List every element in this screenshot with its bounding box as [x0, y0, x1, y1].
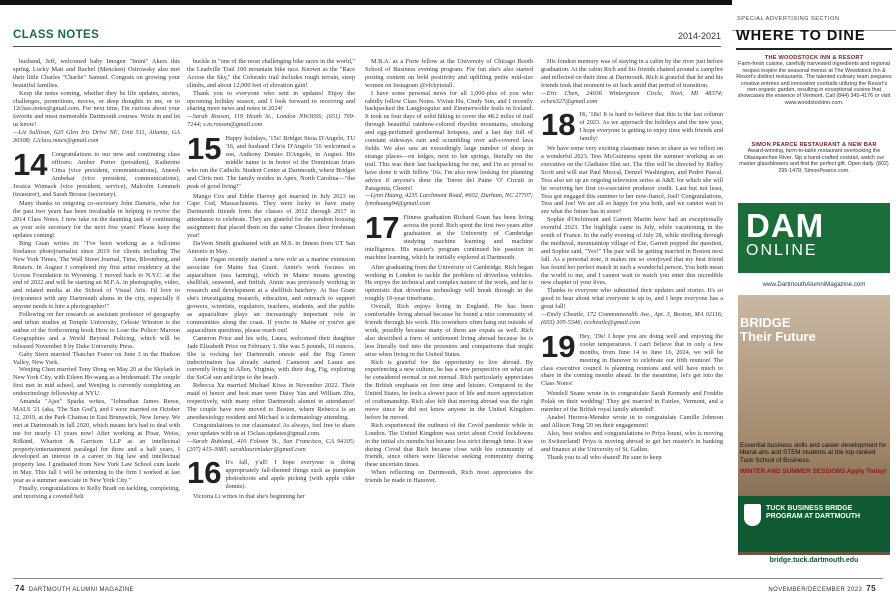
- note-text: Congratulations to our new and continuing class officers: Amber Porter (president), Katherine Cima (vice president, communications), Aneesh Ambekar (vice president, communications), Jessica Womack (vice president, service), Malcolm Lemmeh (treasurer), and Sarah Brouse (secretary).: [13, 150, 180, 198]
- woodstock-ad-name: THE WOODSTOCK INN & RESORT: [764, 55, 864, 61]
- note-paragraph: Wenjing Chen married Tony Dong on May 20 at the Skylark in New York City, with Eileen Ho-wang as a bridesmaid. The couple first met in mid school, and Wenjing is currently completing an endocrinology fellowship at NYU.: [13, 366, 180, 398]
- simon-pearce-ad-name: SIMON PEARCE RESTAURANT & NEW BAR: [751, 142, 877, 148]
- class-year-number: 19: [541, 332, 576, 364]
- ad-section-label: SPECIAL ADVERTISING SECTION: [737, 16, 840, 22]
- note-paragraph: Rebecca Xu married Michael Kiwa in November 2022. Their maid of honor and best man were Daisy Yan and William Zhu, respectively, with many other Dartmouth alumni in attendance! The couple have now moved to Boston, where Rebecca is an anesthesiology resident and Michael is a dermatology attending.: [187, 382, 355, 421]
- woodstock-ad-text: Farm-fresh cuisine, carefully harvested ingredients and regional recipes inspire the seasonal menus at The Woodstock Inn & Resort's distinct restaurants. The talented culinary team prepares creative entrées and innovative cocktails utilizing the Resort's own organic garden, resulting in exceptional cuisine that showcases the essence of Vermont. Call (844) 345-4176 or visit www.woodstockinn.com.: [736, 61, 892, 106]
- note-paragraph: Keep the notes coming, whether they be life updates, stories, challenges, promotions, moves, or deep thoughts to me, or to 12class.notes@gmail.com. For next time, I'm curious about your favorite and most memorable Dartmouth courses. Write in and let us know!: [13, 89, 180, 129]
- note-text: Fitness graduation Richard Guan has been living across the pond. Rich spent the first two years after graduation at the University of Cambridge studying machine learning and machine intelligence. His master's program continued his passion in machine learning, which he initially explored at Dartmouth.: [365, 214, 533, 261]
- dam-online-ad: [738, 203, 890, 273]
- secretary-signature: —Sarah Rubland, 410 Folsom St., San Francisco, CA 94105; (207) 415-3085; sarahlaurenlaker@gmail.com: [187, 437, 355, 453]
- class-year-note: [541, 333, 723, 388]
- note-text: Hi, '18s! It is hard to believe that this is the last column of 2023. As we approach the holidays and the new year, I hope everyone is getting to enjoy time with friends and family!: [579, 111, 723, 143]
- tuck-program-name: TUCK BUSINESS BRIDGE PROGRAM AT DARTMOUTH: [766, 505, 861, 521]
- note-paragraph: Anabel Herrera-Mendez wrote in to congratulate Camille Johnson and Allison Tong '20 on their engagement!: [541, 413, 723, 429]
- note-paragraph: Thanks to everyone who submitted their updates and stories. It's so good to hear about what everyone is up to, and I hope everyone has a great fall!: [541, 287, 723, 311]
- tuck-headline: BRIDGE Their Future: [740, 315, 816, 344]
- class-year-note: [187, 459, 355, 491]
- note-paragraph: Congratulations to our classmates! As always, feel free to share your updates with us at 15class.updates@gmail.com.: [187, 421, 355, 437]
- note-paragraph: buckle in "one of the most challenging bike races in the world," the Leadville Trail 100 mountain bike race. Known as the "Race Across the Sky," the Colorado trail includes rough terrain, steep climbs, and about 12,000 feet of elevation gain!: [187, 58, 355, 89]
- note-paragraph: Cameron Price and his wife, Laura, welcomed their daughter Jade Elizabeth Price on February 1. She was 5 pounds, 10 ounces. She is rocking her Dartmouth onesie and the Big Green indoctrination has already started. Cameron and Laura are currently living in Allen, Virginia, with their dog, Fig, exploring the SoCal sun and trips to the beach.: [187, 334, 355, 382]
- tuck-logo-block: [738, 496, 890, 552]
- column-4: [541, 58, 723, 568]
- year-range: 2014-2021: [677, 31, 721, 41]
- dine-rule: [736, 48, 892, 50]
- dam-online-label: ONLINE: [746, 242, 818, 259]
- class-year-note: [13, 151, 180, 198]
- woodstock-ad: [736, 55, 892, 106]
- class-year-note: [541, 111, 723, 143]
- note-paragraph: husband, Jeff, welcomed baby Imogen "Imini" Akers this spring. Lucky Matt and Rachel (Mencken) Ostrowsky also met their little Charles "Charlie" Samuel. Congrats on growing your beautiful families.: [13, 58, 180, 89]
- dine-title: WHERE TO DINE: [736, 28, 866, 44]
- note-paragraph: Thank you to all who shared! Be sure to keep: [547, 453, 662, 461]
- note-paragraph: Rich experienced the outburst of the Covid pandemic while in London. The United Kingdom was strict about Covid lockdowns in the initial six months but became less strict through time. It was during Covid that Rich became close with his community of friends, since others were likewise seeking community during these uncertain times.: [365, 421, 533, 469]
- note-paragraph: I have some personal news for all 1,000-plus of you who rabidly follow Class Notes. Vivian Hu, Cindy Sun, and I recently backpacked the Langjoeguiur and Zimmerwohle trails in Iceland. It took us four days of solid hiking to cover the 48.2 miles of trail through beautiful rainbow-colored rhyolite mountains, smoking and egg-perfumed geothermal hotspots, and a last day full of constant sideways rain and scrambling over ash-covered lava fields. We also saw an exceedingly large number of sheep in strange places—on ledges, next to hot springs, literally on the trail. This was their last backpacking for me, and I'm so proud to have done it with fellow '16s. I'm also now looking for planning advice if anyone's done the Torres del Paine 'O' Circuit in Patagonia, Cheers!: [365, 89, 533, 192]
- class-year-number: 15: [187, 135, 222, 167]
- secretary-signature: —Sarah Rosson, 119 Heath St., London NW36SS; (651) 769-7244; s.m.rosson@gmail.com: [187, 113, 355, 129]
- folio-left: [13, 584, 134, 593]
- note-paragraph: Many thanks to outgoing co-secretary John Damiris, who for the past two years has been invaluable in helping to revive the 2014 Class Notes. I now take on the daunting task of continuing as your sole secretary for the next five years! Please keep the updates coming!: [13, 200, 180, 240]
- dam-url-link[interactable]: www.DartmouthAlumniMagazine.com: [762, 281, 866, 288]
- page-number-left: 74: [15, 584, 25, 593]
- class-year-number: 18: [541, 111, 576, 143]
- simon-pearce-ad: [736, 142, 892, 174]
- note-paragraph: Following on her research as assistant professor of geography and urban studies at Temple University, Celeste Winston is the author of the forthcoming book How to Lose the Police: Maroon Geographies and a World Beyond Policing, which will be released November 8 by Duke University Press.: [13, 311, 180, 350]
- note-paragraph: Thank you to everyone who sent in updates! Enjoy the upcoming holiday season, and I look forward to receiving and sharing more news and notes in 2024!: [187, 89, 355, 113]
- class-year-number: 16: [187, 459, 222, 491]
- note-paragraph: Finally, congratulations to Kelly Bradt on tackling, completing, and receiving a coveted belt: [13, 485, 180, 500]
- secretary-signature: —Eric Chen, 24036 Wintergreen Circle, Novi, MI 48374; echen327@gmail.com: [541, 89, 723, 105]
- sidebar-ad: [732, 0, 896, 600]
- note-paragraph: We have some very exciting classmate news to share as we reflect on a wonderful 2023. Tess McGuinness spent the summer working as an executive on the Gladiator film set. The film will be directed by Ridley Scott and will star Paul Mescal, Denzel Washington, and Pedro Pascal. Tess also set up an ongoing television series at A&E for which she will be receiving her first co-executive producer credit. Last but not least, Tess got engaged this summer to her now-fiancé, Joel! Congratulations, Tess and Joe! We are all so happy for you both, and we cannot wait to see what the future has in store!: [541, 145, 723, 216]
- footer-rule: [13, 578, 883, 579]
- simon-pearce-ad-text: Award-winning, farm-to-table restaurant overlooking the Ottauquechee River. Sip a hand-crafted cocktail, watch our master glassblowers and find the perfect gift. Open daily. (802) 295-1470; SimonPearce.com.: [739, 148, 889, 174]
- column-3: [365, 58, 533, 568]
- tuck-shield-icon: [744, 504, 761, 526]
- secretary-signature: —Lynn Huang, 4235 Larchmont Road, #602, Durham, NC 27707; lynnhuang94@gmail.com: [365, 192, 533, 208]
- issue-date: NOVEMBER/DECEMBER 2023: [768, 587, 863, 593]
- note-text: Hey, '19s! I hope you are doing well and enjoying the cooler temperatures. I can't believe that in only a few months, from June 14 to June 16, 2024, we will be meeting in Hanover to celebrate our fifth reunion! The class executive council is planning reunions and will have much to share in the coming months ahead. In the meantime, let's get into the Class Notes!: [541, 332, 723, 388]
- column-1: [13, 58, 180, 568]
- section-title: CLASS NOTES: [13, 29, 100, 41]
- tuck-caption: Essential business skills and career development for liberal arts and STEM students at the top-ranked Tuck School of Business.: [740, 442, 887, 464]
- tuck-sessions: WINTER AND SUMMER SESSIONS Apply Today!: [740, 468, 887, 475]
- note-paragraph: Sophie d'Orchimont and Garrett Martin have had an exceptionally eventful 2023. The highlight came in July, while vacationing in the south of France. In the early evening of July 28, while strolling through the medieval, mountaintop village of Èze, Garrett popped the question, and Sophie said, "Yes!" The pair will be getting married in Boston next fall. As a personal note, it makes me so overjoyed that my best friend has found her perfect match in such a wonderful person. You both mean the world to me, and I cannot wait to watch you enter this incredible new chapter of your lives.: [541, 216, 723, 287]
- dam-logo: DAM: [746, 207, 825, 244]
- secretary-signature: —Emily Cheatle, 172 Commonwealth Ave., Apt. 3, Boston, MA 02116; (603) 305-5346; eccheatle@gmail.com: [541, 311, 723, 326]
- header-rule: [13, 46, 721, 47]
- tuck-url-link[interactable]: bridge.tuck.dartmouth.edu: [769, 557, 859, 564]
- folio-right: [768, 584, 878, 593]
- class-year-note: [187, 135, 355, 190]
- class-year-number: 14: [13, 150, 48, 182]
- magazine-name: DARTMOUTH ALUMNI MAGAZINE: [28, 587, 135, 593]
- note-paragraph: Mango Cox and Eddie Harvey got married in July 2023 on Cape Cod, Massachusetts. They were lucky to have many Dartmouth friends from the classes of 2012 through 2017 in attendance to celebrate. They are grateful for the random housing assignment that placed them on the same Choates floor freshman year!: [187, 192, 355, 240]
- note-text: It's fall, y'all! I hope everyone is doing appropriately fall-themed things such as pumpkin photoshoots and apple picking (with apple cider donuts).: [225, 459, 355, 491]
- note-paragraph: Also, best wishes and congratulations to Priya Israni, who is moving to Switzerland! Priya is moving abroad to get her master's in banking and finance at the University of St. Gallen.: [541, 429, 723, 453]
- note-paragraph: M.B.A. as a Forte fellow at the University of Chicago Booth School of Business evening program. For fun she's also started posting content on bold positivity and uplifting petite mid-size women on Instagram @vickytotall.: [365, 58, 533, 89]
- note-paragraph: After graduating from the University of Cambridge, Rich began working in London to tackle the problem of driverless vehicles. He enjoys the technical and complex nature of the work, and he is optimistic that driverless technology will break through in the roughly 10-year timeframe.: [365, 263, 533, 303]
- note-paragraph: Overall, Rich enjoys living in England. He has been comfortable living abroad because he found a nice community of friends through his work. His coworkers often hang out outside of work, possibly because many of them are expats as well. Rich also described a form of settlement living abroad because he is less literally tied into the pressures and comparisons that might arise when living in the United States.: [365, 303, 533, 358]
- note-paragraph: Rich is grateful for the opportunity to live abroad. By experiencing a new culture, he has a new perspective on what can be considered normal or not normal. Rich particularly appreciates the British emphasis on free time and leisure. Compared to the United States, he feels a slower pace of life and more appreciation of craftsmanship. Rich also felt that moving abroad was the right move since he did not know anyone in the United Kingdom before he moved.: [365, 358, 533, 421]
- column-2: [187, 58, 355, 568]
- class-year-note: [365, 214, 533, 261]
- note-paragraph: DaVeon Smith graduated with an M.S. in fitness from UT San Antonio in May.: [187, 239, 355, 255]
- note-paragraph: When reflecting on Dartmouth, Rich most appreciates the friends he made in Hanover.: [365, 469, 533, 485]
- page-number-right: 75: [866, 584, 876, 593]
- note-paragraph: Victoria Li writes in that she's beginning her: [193, 493, 305, 501]
- class-year-number: 17: [365, 214, 400, 246]
- note-text: Happy holidays, '15s! Bridget Stoia D'Angelo, TU '16, and husband Chris D'Angelo '16 welcomed a son, Anthony Donato D'Angelo, in August. His middle name is in honor of the Dominican friars who run the Catholic Student Center at Dartmouth, where Bridget and Chris met. The family resides in Apex, North Carolina—"the peak of good living!": [187, 135, 355, 190]
- note-paragraph: His fondest memory was of staying in a cabin by the river just before graduation. At the cabin Rich and his friends chatted around a campfire and reflected on their time at Dartmouth. Rich is grateful that he and his friends took that moment to sit back amid that period of transition.: [541, 58, 723, 89]
- note-paragraph: Annie Fagan recently started a new role as a marine extension associate for Maine Sea Grant. Annie's work focuses on aquaculture (sea farming), which in Maine means growing shellfish, seaweed, and finfish. Annie was previously working in research and development at a shellfish hatchery. At Sea Grant she's investigating research, education, and outreach to support growers, scientists, regulators, teachers, students, and the public as aquaculture plays an increasingly important role in communities along the coast. If you're in Maine or you've got aquaculture questions, please reach out!: [187, 255, 355, 334]
- secretary-signature: —Liz Sullivan, 620 Glen Iris Drive NE, Unit 511, Atlanta, GA 30308; 12class.notes@gmail.com: [13, 129, 180, 145]
- note-paragraph: Gaby Stern married Thatcher Foster on June 3 in the Hudson Valley, New York.: [13, 350, 180, 366]
- note-paragraph: Wendell Seane wrote in to congratulate Sarah Kennedy and Freddie Polak on their wedding! They got married in Fairlee, Vermont, and a member of the British royal family attended!: [541, 390, 723, 414]
- note-paragraph: Amanda "Ajax" Sparks writes, "Johnathan James Reese, MALS '21 (aka, 'The Sun God'), and I were married on October 12, 2019, at the Park Chateau in East Brunswick, New Jersey. We met at Dartmouth in fall 2020, which means he's had to deal with me for nearly 13 years now! After working at Pixar, Weiss, Rifkind, Wharton & Garrison LLP as an intellectual property/entertainment paralegal for three and a half years, I developed an interest in a career in big law and intellectual property law. I graduated from New York Law School cum laude in May. This fall I will be returning to the firm I worked at last year as a summer associate in New York City.": [13, 398, 180, 485]
- note-paragraph: Bing Guan writes in: "I've been working as a full-time freelance photojournalist since 2019 for clients including The New York Times, The Wall Street Journal, Time, Bloomberg, and Reuters. In August I completed my first artist residency at the Ucross Foundation in Wyoming. I moved back to N.Y.C. at the end of 2022 and will be starting an M.F.A. in photography, video, and related media at the School of Visual Arts. I'd love to (re)connect with any Dartmouth alums in the city, especially if anyone needs to hire a photographer!": [13, 239, 180, 311]
